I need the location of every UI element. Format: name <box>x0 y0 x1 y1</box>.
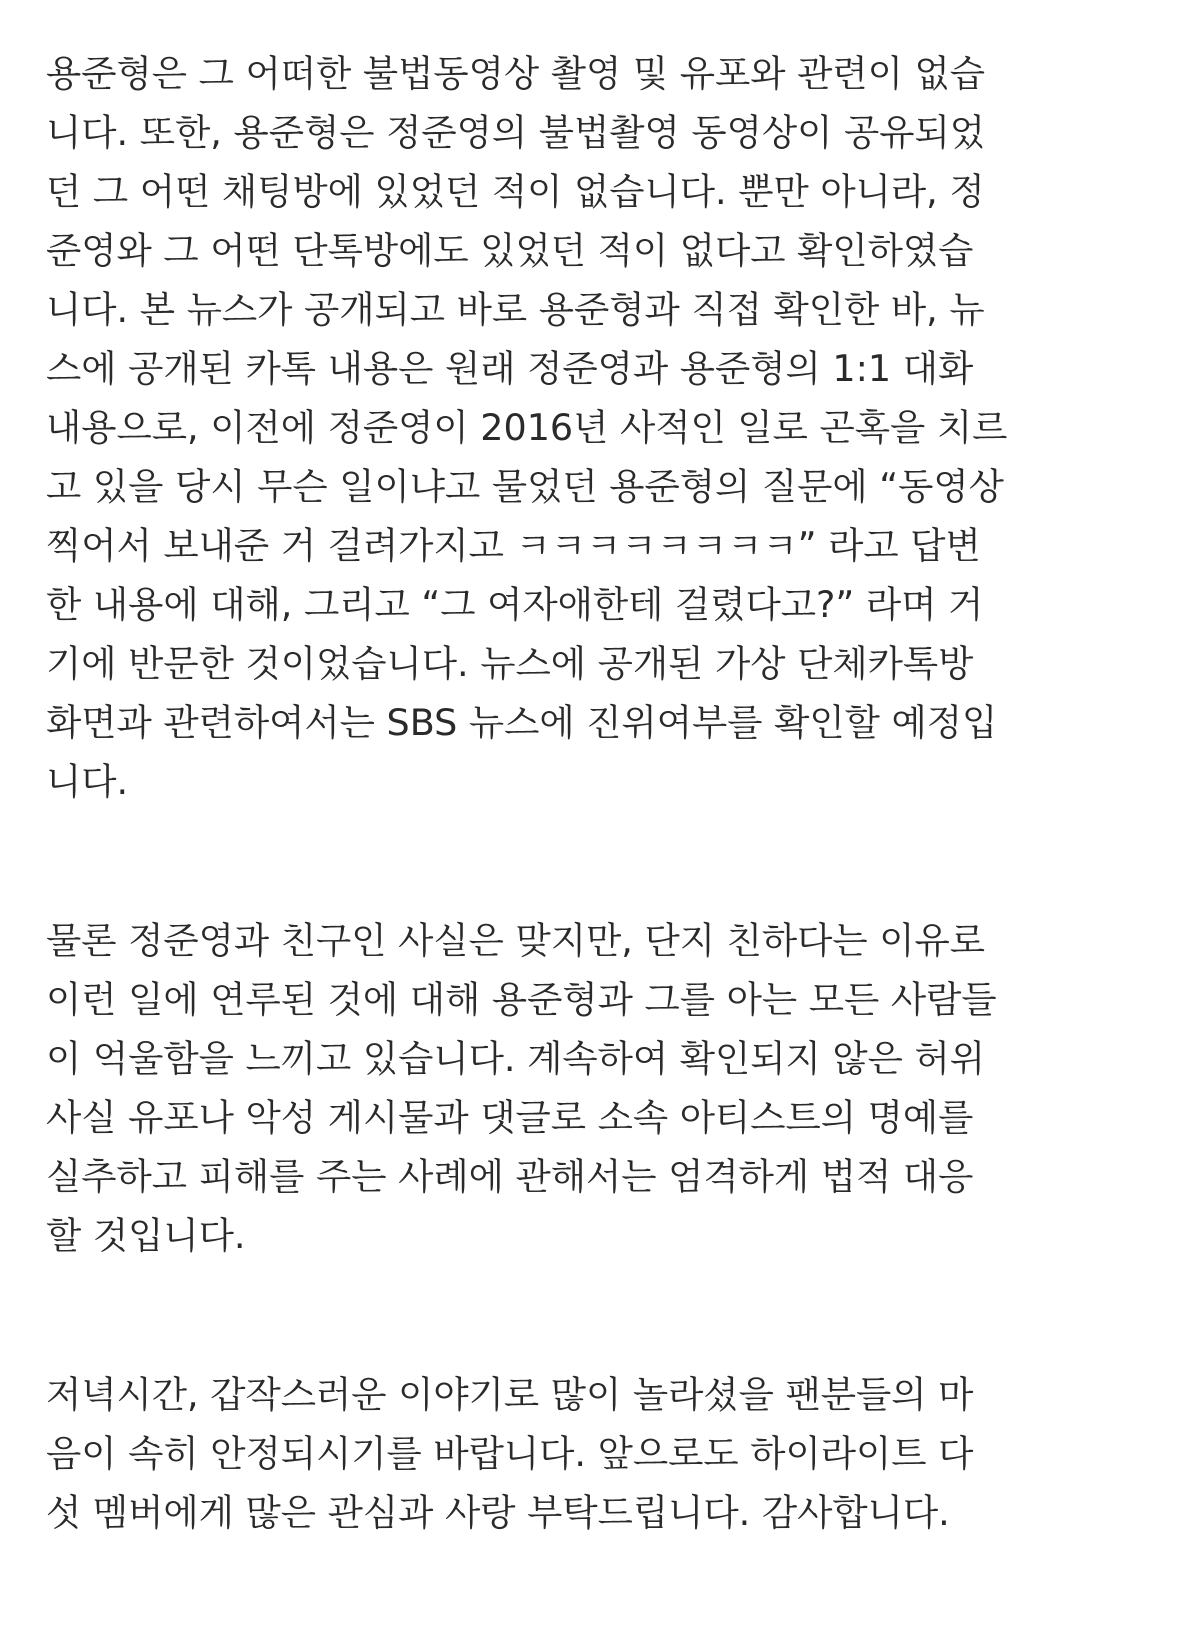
paragraph-legal-response <box>46 911 1166 1265</box>
text-line: 음이 속히 안정되시기를 바랍니다. 앞으로도 하이라이트 다 <box>46 1432 974 1475</box>
paragraph-spacer <box>46 1265 1166 1365</box>
text-line: 섯 멤버에게 많은 관심과 사랑 부탁드립니다. 감사합니다. <box>46 1491 950 1534</box>
text-line: 니다. 또한, 용준형은 정준영의 불법촬영 동영상이 공유되었 <box>46 111 986 154</box>
text-line: 용준형은 그 어떠한 불법동영상 촬영 및 유포와 관련이 없습 <box>46 52 986 95</box>
text-line: 기에 반문한 것이었습니다. 뉴스에 공개된 가상 단체카톡방 <box>46 642 974 685</box>
text-line: 화면과 관련하여서는 SBS 뉴스에 진위여부를 확인할 예정입 <box>46 701 998 744</box>
text-line: 내용으로, 이전에 정준영이 2016년 사적인 일로 곤혹을 치르 <box>46 406 1008 449</box>
paragraph-closing <box>46 1365 1166 1542</box>
paragraph-spacer <box>46 811 1166 911</box>
text-line: 찍어서 보내준 거 걸려가지고 ㅋㅋㅋㅋㅋㅋㅋㅋ” 라고 답변 <box>46 524 981 567</box>
text-line: 고 있을 당시 무슨 일이냐고 물었던 용준형의 질문에 “동영상 <box>46 465 1004 508</box>
text-line: 물론 정준영과 친구인 사실은 맞지만, 단지 친하다는 이유로 <box>46 919 986 962</box>
text-line: 이런 일에 연루된 것에 대해 용준형과 그를 아는 모든 사람들 <box>46 978 997 1021</box>
text-line: 한 내용에 대해, 그리고 “그 여자애한테 걸렸다고?” 라며 거 <box>46 583 984 626</box>
paragraph-denial <box>46 44 1166 811</box>
text-line: 니다. <box>46 760 129 803</box>
text-line: 니다. 본 뉴스가 공개되고 바로 용준형과 직접 확인한 바, 뉴 <box>46 288 985 331</box>
text-line: 준영와 그 어떤 단톡방에도 있었던 적이 없다고 확인하였습 <box>46 229 974 272</box>
text-line: 할 것입니다. <box>46 1214 246 1257</box>
text-line: 사실 유포나 악성 게시물과 댓글로 소속 아티스트의 명예를 <box>46 1096 974 1139</box>
text-line: 스에 공개된 카톡 내용은 원래 정준영과 용준형의 1:1 대화 <box>46 347 974 390</box>
text-line: 저녁시간, 갑작스러운 이야기로 많이 놀라셨을 팬분들의 마 <box>46 1373 974 1416</box>
statement-text <box>46 44 1166 1542</box>
text-line: 실추하고 피해를 주는 사례에 관해서는 엄격하게 법적 대응 <box>46 1155 974 1198</box>
text-line: 이 억울함을 느끼고 있습니다. 계속하여 확인되지 않은 허위 <box>46 1037 986 1080</box>
text-line: 던 그 어떤 채팅방에 있었던 적이 없습니다. 뿐만 아니라, 정 <box>46 170 985 213</box>
